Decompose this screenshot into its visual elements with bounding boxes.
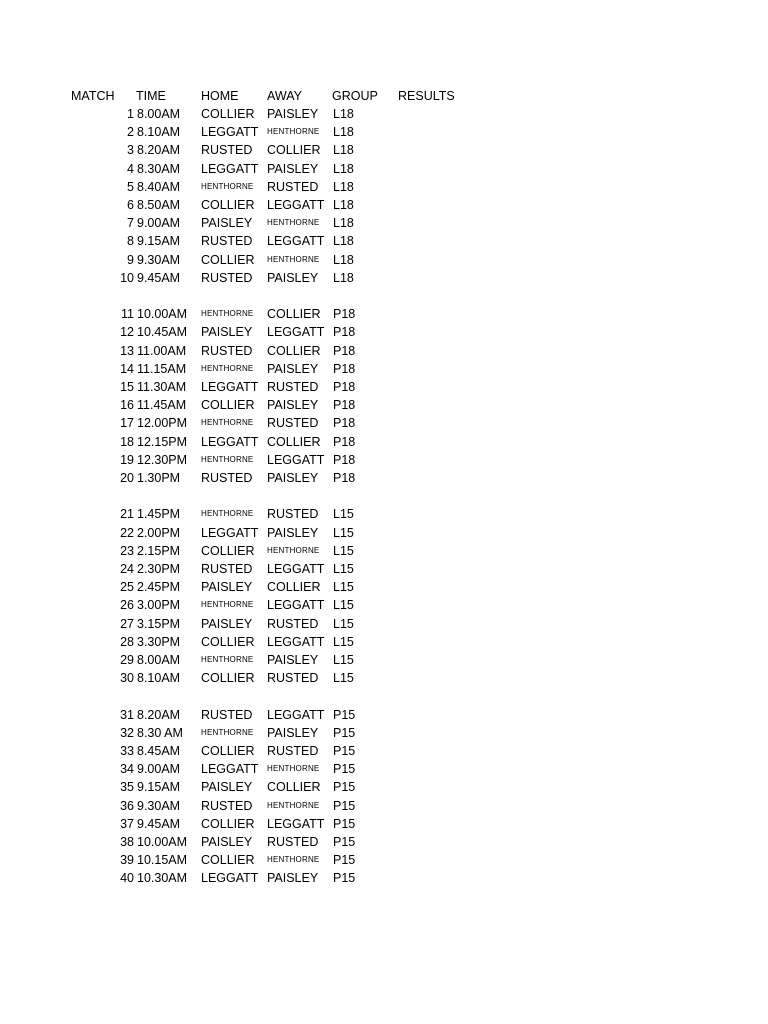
home-team-cell: COLLIER xyxy=(201,398,255,413)
time-cell: 3.15PM xyxy=(137,616,181,631)
group-cell: P15 xyxy=(333,744,356,758)
away-team-cell: COLLIER xyxy=(267,307,321,322)
home-team-cell: HENTHORNE xyxy=(201,600,254,610)
group-cell: L18 xyxy=(333,270,354,285)
away-team-cell: RUSTED xyxy=(267,380,319,394)
match-number-cell: 16 xyxy=(120,398,134,413)
match-number-cell: 2 xyxy=(127,125,134,140)
match-number-cell: 38 xyxy=(120,835,134,849)
group-cell: L18 xyxy=(333,143,354,158)
time-cell: 3.30PM xyxy=(137,634,181,649)
time-cell: 8.10AM xyxy=(137,125,181,140)
match-number-cell: 15 xyxy=(120,380,134,394)
time-cell: 10.00AM xyxy=(137,307,188,322)
away-team-cell: HENTHORNE xyxy=(267,800,320,810)
home-team-cell: PAISLEY xyxy=(201,216,253,231)
time-cell: 3.00PM xyxy=(137,598,181,613)
time-cell: 12.15PM xyxy=(137,434,188,449)
time-cell: 10.00AM xyxy=(137,835,188,849)
time-cell: 10.30AM xyxy=(137,871,188,886)
group-cell: P15 xyxy=(333,762,356,777)
group-cell: P15 xyxy=(333,835,356,849)
time-cell: 8.20AM xyxy=(137,707,181,722)
home-team-cell: RUSTED xyxy=(201,798,253,813)
away-team-cell: COLLIER xyxy=(267,343,321,358)
time-cell: 11.45AM xyxy=(137,398,187,413)
away-team-cell: COLLIER xyxy=(267,434,321,449)
time-cell: 2.30PM xyxy=(137,562,181,576)
away-team-cell: LEGGATT xyxy=(267,234,325,249)
home-team-cell: COLLIER xyxy=(201,671,255,686)
home-team-cell: HENTHORNE xyxy=(201,655,254,664)
away-team-cell: PAISLEY xyxy=(267,653,319,667)
home-team-cell: HENTHORNE xyxy=(201,418,254,428)
header-time: TIME xyxy=(136,89,166,103)
away-team-cell: RUSTED xyxy=(267,179,319,194)
match-number-cell: 39 xyxy=(120,853,134,868)
match-number-cell: 22 xyxy=(120,525,134,540)
header-away: AWAY xyxy=(267,89,302,103)
group-cell: P15 xyxy=(333,780,356,795)
home-team-cell: RUSTED xyxy=(201,707,253,722)
match-number-cell: 21 xyxy=(120,507,134,522)
group-cell: P15 xyxy=(333,816,356,831)
group-cell: L18 xyxy=(333,252,354,267)
home-team-cell: COLLIER xyxy=(201,107,255,121)
home-team-cell: RUSTED xyxy=(201,471,253,485)
group-cell: P18 xyxy=(333,398,356,413)
away-team-cell: COLLIER xyxy=(267,780,321,795)
home-team-cell: LEGGATT xyxy=(201,525,259,540)
match-number-cell: 10 xyxy=(120,270,134,285)
time-cell: 8.00AM xyxy=(137,653,181,667)
away-team-cell: HENTHORNE xyxy=(267,218,320,228)
group-cell: L18 xyxy=(333,179,354,194)
match-number-cell: 32 xyxy=(120,725,134,740)
away-team-cell: RUSTED xyxy=(267,507,319,522)
away-team-cell: LEGGATT xyxy=(267,562,325,576)
time-cell: 2.15PM xyxy=(137,543,181,558)
away-team-cell: LEGGATT xyxy=(267,634,325,649)
match-number-cell: 5 xyxy=(127,179,134,194)
match-number-cell: 17 xyxy=(120,416,134,431)
header-home: HOME xyxy=(201,89,239,103)
match-number-cell: 12 xyxy=(120,325,134,340)
match-number-cell: 31 xyxy=(120,707,134,722)
away-team-cell: PAISLEY xyxy=(267,871,319,886)
group-cell: P15 xyxy=(333,798,356,813)
time-cell: 9.15AM xyxy=(137,780,181,795)
match-number-cell: 18 xyxy=(120,434,134,449)
group-cell: L15 xyxy=(333,543,354,558)
away-team-cell: HENTHORNE xyxy=(267,254,320,264)
time-cell: 9.45AM xyxy=(137,816,181,831)
match-number-cell: 28 xyxy=(120,634,134,649)
match-number-cell: 4 xyxy=(127,161,134,176)
away-team-cell: RUSTED xyxy=(267,671,319,686)
away-team-cell: PAISLEY xyxy=(267,270,319,285)
away-team-cell: PAISLEY xyxy=(267,361,319,376)
away-team-cell: COLLIER xyxy=(267,143,321,158)
time-cell: 9.30AM xyxy=(137,252,181,267)
group-cell: L15 xyxy=(333,671,354,686)
header-results: RESULTS xyxy=(398,89,455,103)
away-team-cell: COLLIER xyxy=(267,580,321,595)
away-team-cell: RUSTED xyxy=(267,416,319,431)
home-team-cell: COLLIER xyxy=(201,634,255,649)
match-number-cell: 24 xyxy=(120,562,134,576)
home-team-cell: COLLIER xyxy=(201,543,255,558)
time-cell: 10.15AM xyxy=(137,853,188,868)
match-number-cell: 11 xyxy=(121,307,134,322)
away-team-cell: RUSTED xyxy=(267,835,319,849)
home-team-cell: LEGGATT xyxy=(201,434,259,449)
home-team-cell: COLLIER xyxy=(201,853,255,868)
group-cell: P15 xyxy=(333,707,356,722)
match-number-cell: 33 xyxy=(120,744,134,758)
away-team-cell: LEGGATT xyxy=(267,198,325,212)
group-cell: P18 xyxy=(333,307,356,322)
home-team-cell: RUSTED xyxy=(201,562,253,576)
time-cell: 9.00AM xyxy=(137,216,181,231)
group-cell: P18 xyxy=(333,416,356,431)
group-cell: L15 xyxy=(333,653,354,667)
time-cell: 8.45AM xyxy=(137,744,181,758)
home-team-cell: COLLIER xyxy=(201,744,255,758)
home-team-cell: LEGGATT xyxy=(201,161,259,176)
time-cell: 8.30 AM xyxy=(137,725,183,740)
match-number-cell: 36 xyxy=(120,798,134,813)
home-team-cell: RUSTED xyxy=(201,270,253,285)
group-cell: P18 xyxy=(333,452,356,467)
home-team-cell: PAISLEY xyxy=(201,325,253,340)
group-cell: L15 xyxy=(333,598,354,613)
match-number-cell: 26 xyxy=(120,598,134,613)
time-cell: 8.10AM xyxy=(137,671,181,686)
away-team-cell: HENTHORNE xyxy=(267,127,320,137)
header-match: MATCH xyxy=(71,89,115,103)
home-team-cell: PAISLEY xyxy=(201,580,253,595)
match-number-cell: 25 xyxy=(120,580,134,595)
match-number-cell: 19 xyxy=(120,452,134,467)
time-cell: 1.30PM xyxy=(137,471,181,485)
group-cell: P18 xyxy=(333,361,356,376)
group-cell: P15 xyxy=(333,871,356,886)
time-cell: 11.00AM xyxy=(137,343,187,358)
home-team-cell: RUSTED xyxy=(201,234,253,249)
group-cell: L18 xyxy=(333,107,354,121)
home-team-cell: PAISLEY xyxy=(201,835,253,849)
match-number-cell: 9 xyxy=(127,252,134,267)
away-team-cell: LEGGATT xyxy=(267,816,325,831)
away-team-cell: PAISLEY xyxy=(267,471,319,485)
time-cell: 2.00PM xyxy=(137,525,181,540)
home-team-cell: RUSTED xyxy=(201,143,253,158)
group-cell: L15 xyxy=(333,507,354,522)
group-cell: L18 xyxy=(333,198,354,212)
match-number-cell: 29 xyxy=(120,653,134,667)
match-number-cell: 3 xyxy=(127,143,134,158)
home-team-cell: COLLIER xyxy=(201,252,255,267)
group-cell: P18 xyxy=(333,434,356,449)
group-cell: L15 xyxy=(333,580,354,595)
match-number-cell: 35 xyxy=(120,780,134,795)
home-team-cell: COLLIER xyxy=(201,198,255,212)
time-cell: 9.45AM xyxy=(137,270,181,285)
match-number-cell: 27 xyxy=(120,616,134,631)
time-cell: 2.45PM xyxy=(137,580,181,595)
header-group: GROUP xyxy=(332,89,378,103)
group-cell: L15 xyxy=(333,634,354,649)
away-team-cell: LEGGATT xyxy=(267,598,325,613)
time-cell: 8.00AM xyxy=(137,107,181,121)
time-cell: 11.30AM xyxy=(137,380,187,394)
group-cell: L18 xyxy=(333,125,354,140)
time-cell: 12.00PM xyxy=(137,416,188,431)
group-cell: L18 xyxy=(333,161,354,176)
group-cell: P18 xyxy=(333,471,356,485)
time-cell: 10.45AM xyxy=(137,325,188,340)
away-team-cell: LEGGATT xyxy=(267,325,325,340)
home-team-cell: RUSTED xyxy=(201,343,253,358)
away-team-cell: RUSTED xyxy=(267,744,319,758)
match-number-cell: 37 xyxy=(120,816,134,831)
away-team-cell: RUSTED xyxy=(267,616,319,631)
match-number-cell: 14 xyxy=(120,361,134,376)
home-team-cell: PAISLEY xyxy=(201,780,253,795)
away-team-cell: HENTHORNE xyxy=(267,764,320,774)
match-number-cell: 1 xyxy=(127,107,134,121)
match-number-cell: 40 xyxy=(120,871,134,886)
match-number-cell: 13 xyxy=(120,343,134,358)
home-team-cell: HENTHORNE xyxy=(201,309,254,319)
group-cell: P15 xyxy=(333,853,356,868)
away-team-cell: PAISLEY xyxy=(267,725,319,740)
away-team-cell: LEGGATT xyxy=(267,452,325,467)
home-team-cell: HENTHORNE xyxy=(201,509,254,519)
time-cell: 11.15AM xyxy=(137,361,187,376)
home-team-cell: LEGGATT xyxy=(201,762,259,777)
time-cell: 9.00AM xyxy=(137,762,181,777)
away-team-cell: HENTHORNE xyxy=(267,545,320,555)
home-team-cell: HENTHORNE xyxy=(201,454,254,464)
group-cell: P18 xyxy=(333,343,356,358)
match-number-cell: 34 xyxy=(120,762,134,777)
away-team-cell: PAISLEY xyxy=(267,525,319,540)
home-team-cell: HENTHORNE xyxy=(201,181,254,191)
time-cell: 9.15AM xyxy=(137,234,181,249)
group-cell: P18 xyxy=(333,380,356,394)
match-number-cell: 6 xyxy=(127,198,134,212)
group-cell: L18 xyxy=(333,216,354,231)
group-cell: L18 xyxy=(333,234,354,249)
group-cell: P18 xyxy=(333,325,356,340)
home-team-cell: HENTHORNE xyxy=(201,363,254,373)
away-team-cell: PAISLEY xyxy=(267,161,319,176)
home-team-cell: LEGGATT xyxy=(201,380,259,394)
away-team-cell: LEGGATT xyxy=(267,707,325,722)
time-cell: 8.50AM xyxy=(137,198,181,212)
group-cell: L15 xyxy=(333,525,354,540)
time-cell: 8.20AM xyxy=(137,143,181,158)
home-team-cell: HENTHORNE xyxy=(201,727,254,737)
time-cell: 1.45PM xyxy=(137,507,181,522)
group-cell: P15 xyxy=(333,725,356,740)
home-team-cell: COLLIER xyxy=(201,816,255,831)
away-team-cell: PAISLEY xyxy=(267,398,319,413)
group-cell: L15 xyxy=(333,562,354,576)
match-number-cell: 20 xyxy=(120,471,134,485)
away-team-cell: HENTHORNE xyxy=(267,855,320,865)
group-cell: L15 xyxy=(333,616,354,631)
match-number-cell: 30 xyxy=(120,671,134,686)
match-number-cell: 8 xyxy=(127,234,134,249)
time-cell: 9.30AM xyxy=(137,798,181,813)
match-number-cell: 7 xyxy=(127,216,134,231)
home-team-cell: LEGGATT xyxy=(201,871,259,886)
time-cell: 8.30AM xyxy=(137,161,181,176)
home-team-cell: LEGGATT xyxy=(201,125,259,140)
match-number-cell: 23 xyxy=(120,543,134,558)
away-team-cell: PAISLEY xyxy=(267,107,319,121)
home-team-cell: PAISLEY xyxy=(201,616,253,631)
time-cell: 12.30PM xyxy=(137,452,188,467)
time-cell: 8.40AM xyxy=(137,179,181,194)
